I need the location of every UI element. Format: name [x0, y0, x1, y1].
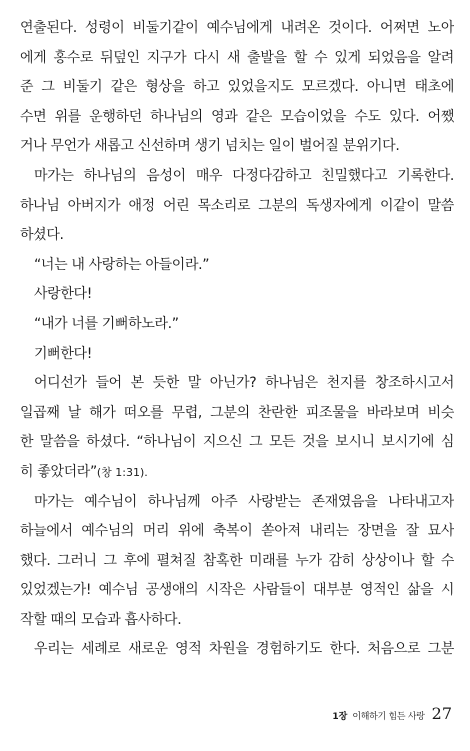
- text-line-content: 하늘에서 예수님의 머리 위에 축복이 쏟아져 내리는 장면을 잘 묘사: [20, 523, 454, 540]
- text-line-content: 기뻐한다!: [34, 345, 92, 362]
- text-line: [20, 369, 454, 399]
- text-line: [20, 221, 454, 251]
- text-line: [20, 14, 454, 44]
- text-line-content: 하나님 아버지가 애정 어린 목소리로 그분의 독생자에게 이같이 말씀: [20, 197, 454, 214]
- text-line: [20, 488, 454, 518]
- running-title: 이해하기 힘든 사랑: [352, 712, 425, 722]
- text-line-content: 우리는 세례로 새로운 영적 차원을 경험하기도 한다. 처음으로 그분: [34, 641, 454, 658]
- text-line: [20, 44, 454, 74]
- text-line-content: 거나 무언가 새롭고 신선하며 생기 넘치는 일이 벌어질 분위기다.: [20, 138, 400, 155]
- text-line: [20, 340, 454, 370]
- text-line: [20, 458, 454, 488]
- chapter-label: 1장: [332, 712, 348, 722]
- text-line-content: 있었겠는가! 예수님 공생애의 시작은 사람들이 대부분 영적인 삶을 시: [20, 582, 454, 599]
- text-line-content: 하셨다.: [20, 227, 64, 244]
- text-line: [20, 428, 454, 458]
- text-line-content: 했다. 그러니 그 후에 펼쳐질 참혹한 미래를 누가 감히 상상이나 할 수: [20, 552, 454, 569]
- text-line: [20, 399, 454, 429]
- text-line-content: 일곱째 날 해가 떠오를 무렵, 그분의 찬란한 피조물을 바라보며 비슷: [20, 404, 454, 421]
- text-line-content: 마가는 하나님의 음성이 매우 다정다감하고 친밀했다고 기록한다.: [34, 167, 454, 184]
- text-line: [20, 132, 454, 162]
- text-line-content: 에게 홍수로 뒤덮인 지구가 다시 새 출발을 할 수 있게 되었음을 알려: [20, 49, 454, 66]
- text-line-content: 히 좋았더라”: [20, 463, 97, 480]
- text-line-content: 연출된다. 성령이 비둘기같이 예수님에게 내려온 것이다. 어쩌면 노아: [20, 20, 454, 36]
- text-line: [20, 517, 454, 547]
- page-number: 27: [431, 704, 452, 723]
- text-line: [20, 280, 454, 310]
- text-line-content: 작할 때의 모습과 흡사하다.: [20, 611, 182, 628]
- text-line: [20, 547, 454, 577]
- text-line-content: 준 그 비둘기 같은 형상을 하고 있었을지도 모르겠다. 아니면 태초에: [20, 79, 454, 96]
- text-line: [20, 576, 454, 606]
- text-line: [20, 192, 454, 222]
- text-line-content: 어디선가 들어 본 듯한 말 아닌가? 하나님은 천지를 창조하시고서: [34, 375, 454, 392]
- scripture-citation: (창 1:31).: [96, 465, 148, 479]
- text-line: [20, 73, 454, 103]
- body-text: [20, 14, 454, 665]
- text-line-content: 마가는 예수님이 하나님께 아주 사랑받는 존재였음을 나타내고자: [34, 493, 454, 510]
- text-line-content: “내가 너를 기뻐하노라.”: [34, 315, 179, 332]
- text-line-content: 한 말씀을 하셨다. “하나님이 지으신 그 모든 것을 보시니 보시기에 심: [20, 434, 454, 451]
- text-line: [20, 606, 454, 636]
- text-line-content: 수면 위를 운행하던 하나님의 영과 같은 모습이었을 수도 있다. 어쨌: [20, 108, 454, 125]
- text-line: [20, 162, 454, 192]
- text-line-content: 사랑한다!: [34, 286, 92, 303]
- page-footer: [332, 704, 452, 723]
- text-line: [20, 103, 454, 133]
- text-line: [20, 251, 454, 281]
- text-line: [20, 635, 454, 665]
- text-line: [20, 310, 454, 340]
- text-line-content: “너는 내 사랑하는 아들이라.”: [34, 256, 210, 273]
